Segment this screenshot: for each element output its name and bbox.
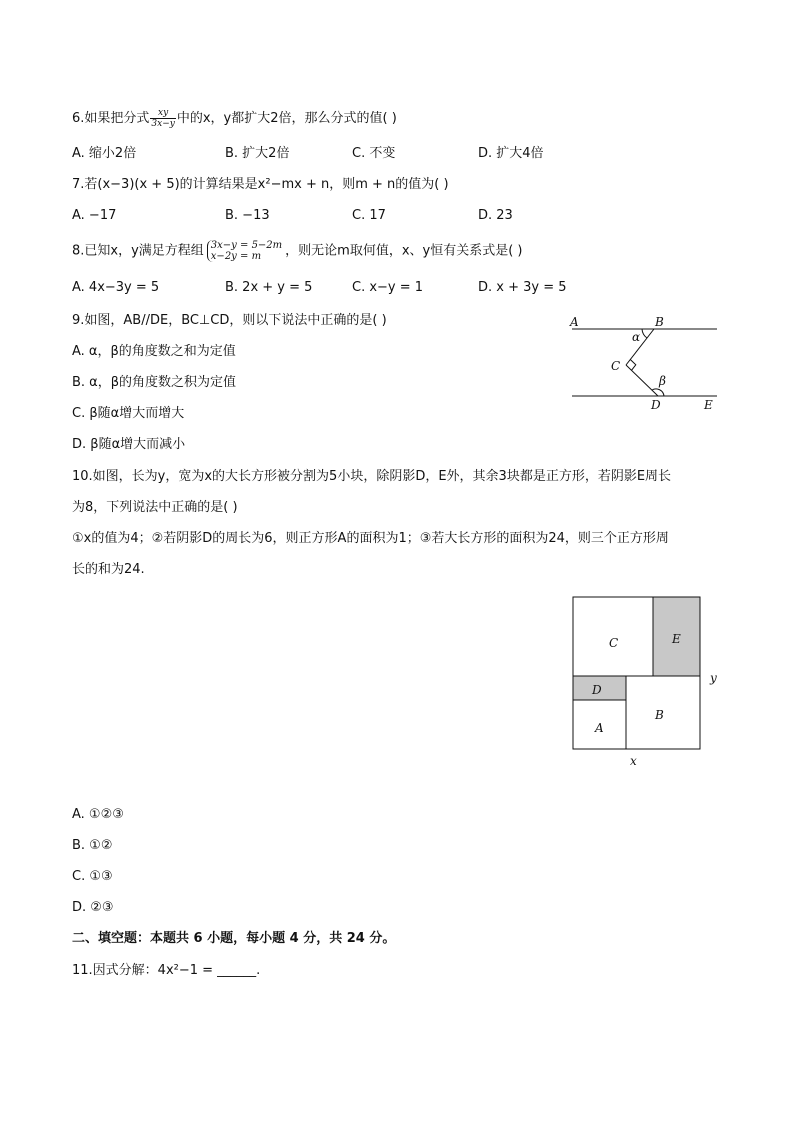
- q9-option-c: C. β随α增大而增大: [72, 406, 185, 421]
- alpha-arc: [642, 329, 647, 338]
- q6-suffix: 中的x，y都扩大2倍，那么分式的值( ): [176, 111, 397, 126]
- q7-option-b: B. −13: [225, 208, 270, 223]
- question-8: [72, 240, 522, 262]
- square-a-label: A: [595, 721, 604, 735]
- q8-equation-1: 3x−y = 5−2m: [210, 240, 283, 251]
- q9-figure: [562, 310, 732, 420]
- label-e: E: [704, 398, 713, 412]
- q6-prefix: 6.如果把分式: [72, 111, 150, 126]
- question-10-line-1: 10.如图，长为y，宽为x的大长方形被分割为5小块，除阴影D，E外，其余3块都是正方形，若阴影E周长: [72, 469, 672, 484]
- q6-option-c: C. 不变: [352, 146, 396, 161]
- question-10-line-2: 为8，下列说法中正确的是( ): [72, 500, 238, 515]
- q6-option-d: D. 扩大4倍: [478, 146, 544, 161]
- label-c: C: [611, 359, 621, 373]
- q7-option-d: D. 23: [478, 208, 513, 223]
- q8-prefix: 8.已知x，y满足方程组: [72, 243, 204, 259]
- q10-option-d: D. ②③: [72, 900, 114, 915]
- shaded-d-label: D: [592, 683, 602, 697]
- q8-option-d: D. x + 3y = 5: [478, 280, 567, 295]
- q8-option-b: B. 2x + y = 5: [225, 280, 313, 295]
- label-b: B: [655, 315, 664, 329]
- q8-option-c: C. x−y = 1: [352, 280, 424, 295]
- q6-frac-numerator: xy: [150, 108, 175, 119]
- question-7: 7.若(x−3)(x + 5)的计算结果是x²−mx + n，则m + n的值为( ): [72, 177, 449, 192]
- segment-cd: [626, 365, 658, 396]
- question-10-line-4: 长的和为24.: [72, 562, 145, 577]
- width-x-label: x: [630, 754, 637, 768]
- right-angle-mark: [630, 360, 636, 371]
- question-10-line-3: ①x的值为4；②若阴影D的周长为6，则正方形A的面积为1；③若大长方形的面积为24，则三个正方形周: [72, 531, 669, 546]
- q8-equation-2: x−2y = m: [210, 251, 262, 262]
- q8-equation-system: [207, 240, 282, 262]
- q9-option-a: A. α，β的角度数之和为定值: [72, 344, 236, 359]
- q8-option-a: A. 4x−3y = 5: [72, 280, 160, 295]
- q6-fraction: [150, 108, 175, 129]
- q7-option-c: C. 17: [352, 208, 386, 223]
- q9-option-d: D. β随α增大而减小: [72, 437, 186, 452]
- q6-option-b: B. 扩大2倍: [225, 146, 290, 161]
- shaded-e-label: E: [672, 632, 681, 646]
- q7-option-a: A. −17: [72, 208, 117, 223]
- question-11: 11.因式分解：4x²−1 = ______.: [72, 963, 261, 978]
- label-beta: β: [659, 374, 666, 388]
- q10-figure: [565, 590, 735, 770]
- question-6: [72, 108, 397, 129]
- label-alpha: α: [632, 330, 641, 344]
- section-2-title: 二、填空题：本题共 6 小题，每小题 4 分，共 24 分。: [72, 931, 396, 946]
- q6-option-a: A. 缩小2倍: [72, 146, 137, 161]
- label-d: D: [651, 398, 661, 412]
- q9-option-b: B. α，β的角度数之积为定值: [72, 375, 237, 390]
- q6-frac-denominator: 3x−y: [151, 119, 175, 129]
- q8-suffix: ，则无论m取何值，x、y恒有关系式是( ): [285, 243, 523, 259]
- q10-option-c: C. ①③: [72, 869, 113, 884]
- square-b-label: B: [655, 708, 664, 722]
- q10-option-a: A. ①②③: [72, 807, 124, 822]
- q10-option-b: B. ①②: [72, 838, 113, 853]
- label-a: A: [570, 315, 579, 329]
- question-9: 9.如图，AB//DE，BC⊥CD，则以下说法中正确的是( ): [72, 313, 387, 328]
- square-c-label: C: [609, 636, 619, 650]
- length-y-label: y: [710, 671, 717, 685]
